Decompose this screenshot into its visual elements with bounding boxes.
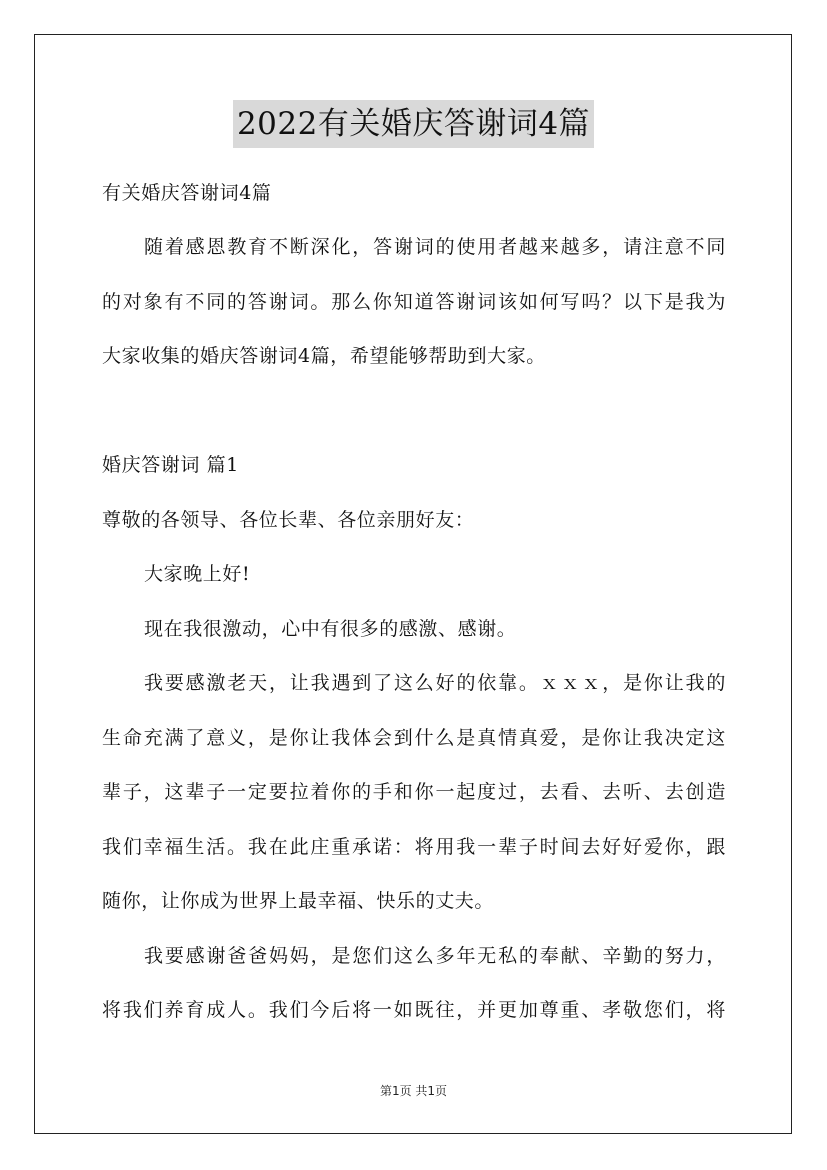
page-footer: 第1页 共1页 <box>379 1084 448 1098</box>
body-line-8: 将我们养育成人。我们今后将一如既往，并更加尊重、孝敬您们，将 <box>102 999 726 1021</box>
document-title-wrap <box>0 100 827 148</box>
document-title: 2022有关婚庆答谢词4篇 <box>233 100 594 148</box>
body-line-4: 辈子，这辈子一定要拉着你的手和你一起度过，去看、去听、去创造 <box>102 781 726 803</box>
greeting: 大家晚上好! <box>144 563 251 585</box>
intro-line-2: 的对象有不同的答谢词。那么你知道答谢词该如何写吗？以下是我为 <box>102 291 726 313</box>
subtitle: 有关婚庆答谢词4篇 <box>102 182 272 204</box>
salutation: 尊敬的各领导、各位长辈、各位亲朋好友： <box>102 509 475 531</box>
body-line-6: 随你，让你成为世界上最幸福、快乐的丈夫。 <box>102 890 495 912</box>
body-line-2: 我要感激老天，让我遇到了这么好的依靠。ｘｘｘ，是你让我的 <box>144 672 726 694</box>
body-line-7: 我要感谢爸爸妈妈，是您们这么多年无私的奉献、辛勤的努力， <box>144 945 726 967</box>
intro-line-3: 大家收集的婚庆答谢词4篇，希望能够帮助到大家。 <box>102 345 546 367</box>
body-line-1: 现在我很激动，心中有很多的感激、感谢。 <box>144 618 517 640</box>
section-heading: 婚庆答谢词 篇1 <box>102 454 239 476</box>
intro-line-1: 随着感恩教育不断深化，答谢词的使用者越来越多，请注意不同 <box>144 236 726 258</box>
body-line-5: 我们幸福生活。我在此庄重承诺：将用我一辈子时间去好好爱你，跟 <box>102 836 726 858</box>
body-line-3: 生命充满了意义，是你让我体会到什么是真情真爱，是你让我决定这 <box>102 727 726 749</box>
